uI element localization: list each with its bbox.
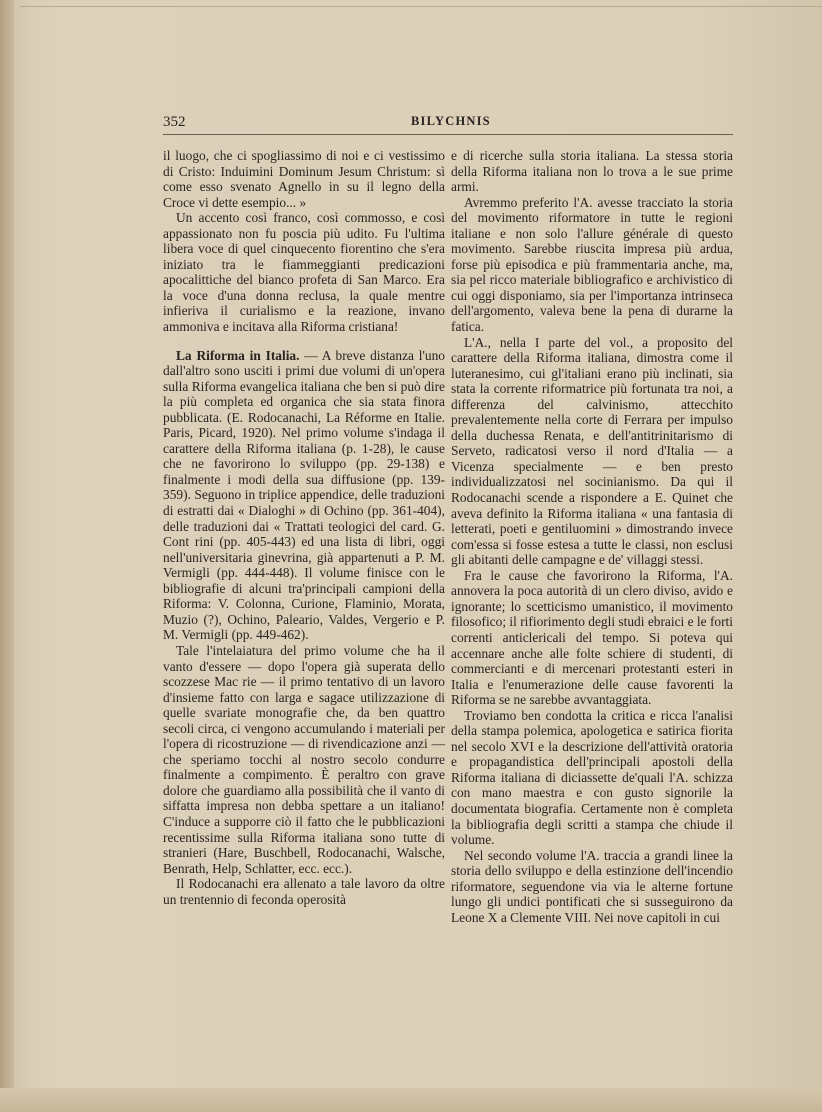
section-heading: La Riforma in Italia.	[176, 347, 300, 363]
running-title: BILYCHNIS	[411, 114, 491, 128]
right-paragraph-2: Avremmo preferito l'A. avesse tracciato la storia del movimento riformatore in tutte le regioni italiane e non solo l'allure générale di questo movimento. Sarebbe riuscita impresa più ardua, forse più episodica e più frammentaria anche, ma, sia pel ricco materiale bibliografico e archivistico di cui oggi disponiamo, sia per l'importanza intrinseca dell'argomento, valeva bene la pena di durarne la fatica.	[451, 194, 733, 335]
left-paragraph-5: Il Rodocanachi era allenato a tale lavoro da oltre un trentennio di feconda operosità	[163, 876, 445, 907]
page-top-rule	[20, 6, 822, 7]
page-left-edge	[0, 0, 14, 1112]
right-paragraph-1: e di ricerche sulla storia italiana. La stessa storia della Riforma italiana non lo trova a le sue prime armi.	[451, 148, 733, 195]
left-paragraph-2: Un accento così franco, così commosso, e così appassionato non fu poscia più udito. Fu l'ultima libera voce di quel cinquecento fiorentino che s'era iniziato tra le fiammeggianti predicazioni apocalittiche del bianco profeta di San Marco. Era la voce d'una donna reclusa, la quale mentre infieriva il curialismo e la reazione, invano ammoniva e incitava alla Riforma cristiana!	[163, 210, 445, 335]
right-column	[451, 148, 733, 925]
right-paragraph-4: Fra le cause che favorirono la Riforma, l'A. annovera la poca autorità di un clero diviso, avido e ignorante; lo scetticismo umanistico, il movimento filosofico; il rifiorimento degli studi ebraici e le forti correnti anticlericali del tempo. Si poteva qui accennare anche alle folte schiere di studenti, di commercianti e di mercenari protestanti esteri in Italia e l'enumerazione delle cause favorenti la Riforma se ne sarebbe avvantaggiata.	[451, 567, 733, 708]
page-bottom-edge	[0, 1088, 822, 1112]
right-paragraph-3: L'A., nella I parte del vol., a proposito del carattere della Riforma italiana, dimostra come il luteranesimo, cui gl'italiani erano più inclinati, sia stata la corrente riformatrice più fortunata tra noi, a differenza del calvinismo, attecchito prevalentemente nella corte di Ferrara per impulso della duchessa Renata, e dell'antitrinitarismo di Serveto, radicatosi verso il nord d'Italia — a Vicenza specialmente — e ben presto individualizzatosi nel socinianismo. Da qui il Rodocanachi scende a rispondere a E. Quinet che aveva definito la Riforma italiana « una fantasia di letterati, poeti e gentiluomini » dimostrando invece com'essa si fosse estesa a tutte le classi, non esclusi gli abitanti delle campagne e de' villaggi stessi.	[451, 334, 733, 568]
right-paragraph-5: Troviamo ben condotta la critica e ricca l'analisi della stampa polemica, apologetica e satirica fiorita nel secolo XVI e la descrizione dell'attività oratoria e propagandistica dell'principali apostoli della Riforma italiana di diciassette de'quali l'A. schizza con mano maestra e con gusto signorile la documentata biografia. Certamente non è completa la bibliografia degli scritti a stampa che chiude il volume.	[451, 707, 733, 848]
page-header	[163, 112, 733, 134]
left-paragraph-3	[163, 348, 445, 643]
section-body: — A breve distanza l'uno dall'altro sono usciti i primi due volumi di un'opera sulla Riforma evangelica italiana che ben si può dire la più completa ed organica che sia stata finora pubblicata. (E. Rodocanachi, La Réforme en Italie. Paris, Picard, 1920). Nel primo volume s'indaga il carattere della Riforma italiana (p. 1-28), le cause che ne favorirono lo sviluppo (pp. 29-138) e finalmente i modi della sua diffusione (pp. 139-359). Seguono in triplice appendice, delle traduzioni di estratti dai « Dialoghi » di Ochino (pp. 361-404), delle traduzioni dai « Trattati teologici del card. G. Cont rini (pp. 405-443) ed una lista di libri, oggi nell'universitaria ginevrina, già appartenuti a P. M. Vermigli (pp. 444-448). Il volume finisce con le bibliografie di alcuni tra'principali campioni della Riforma: V. Colonna, Curione, Flaminio, Morata, Muzio (?), Ochino, Paleario, Valdes, Vergerio e P. M. Vermigli (pp. 449-462).	[163, 347, 446, 643]
left-paragraph-4: Tale l'intelaiatura del primo volume che ha il vanto d'essere — dopo l'opera già superata dello scozzese Mac rie — il primo tentativo di un lavoro d'insieme fatto con larga e sagace utilizzazione di quelle svariate monografie che, da ben quattro secoli circa, ci vengono accumulando i materiali per l'opera di ricostruzione — di rivendicazione anzi — che speriamo tocchi al nostro secolo condurre finalmente a compimento. È peraltro con grave dolore che guardiamo alla possibilità che il vanto di siffatta impresa non debba spettare a un italiano! C'induce a supporre ciò il fatto che le pubblicazioni recentissime sulla Riforma italiana sono tutte di stranieri (Hare, Buschbell, Rodocanachi, Walsche, Benrath, Help, Schlatter, ecc. ecc.).	[163, 642, 445, 876]
page-number: 352	[163, 114, 186, 130]
left-paragraph-1: il luogo, che ci spogliassimo di noi e ci vestissimo di Cristo: Induimini Dominum Jesum Christum: sì come esso svenato Agnello in su il legno della Croce vi dette esempio... »	[163, 148, 445, 210]
right-paragraph-6: Nel secondo volume l'A. traccia a grandi linee la storia dello sviluppo e della estinzione dell'incendio riformatore, seguendone via via le alterne fortune lungo gli undici pontificati che si susseguirono da Leone X a Clemente VIII. Nei nove capitoli in cui	[451, 847, 733, 925]
left-column	[163, 148, 445, 907]
header-rule	[163, 134, 733, 135]
